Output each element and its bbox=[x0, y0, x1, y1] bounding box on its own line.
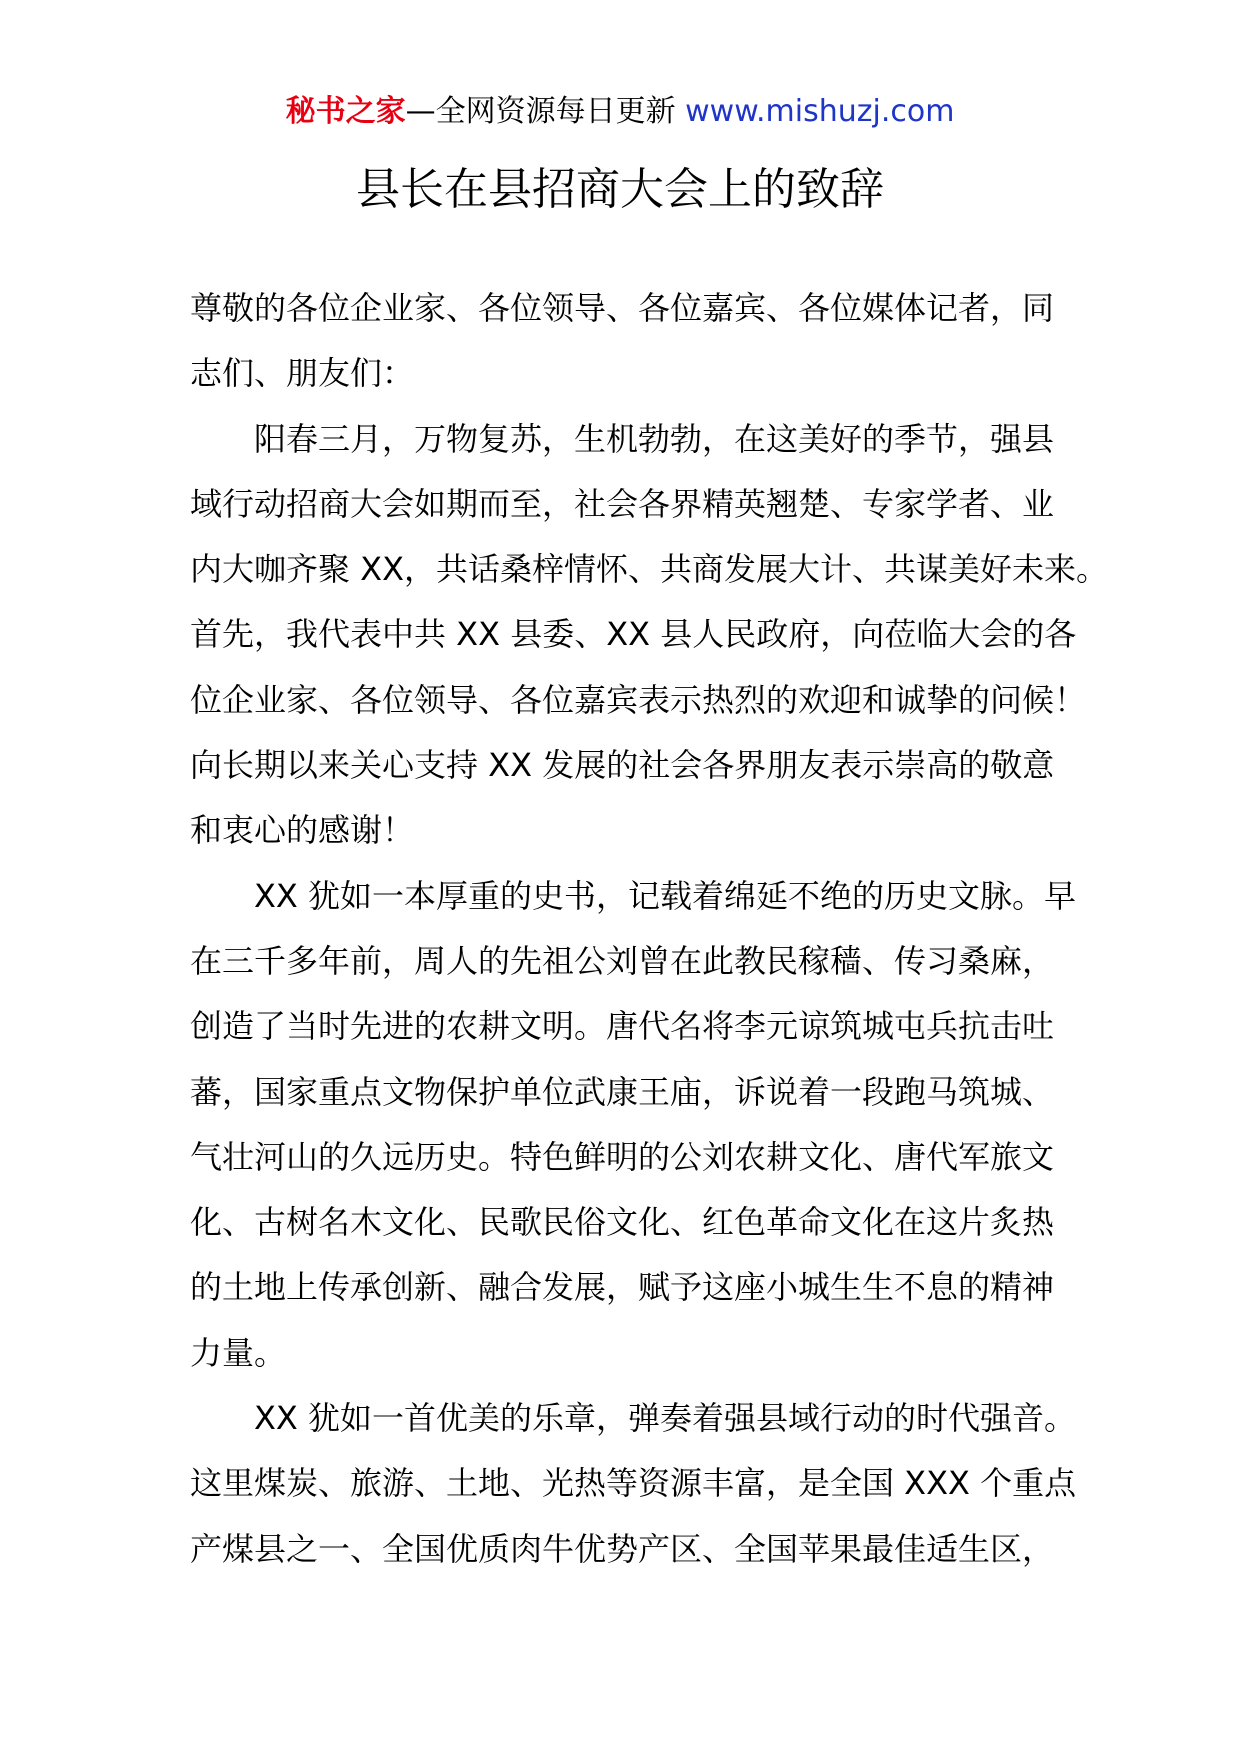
text-line: 位企业家、各位领导、各位嘉宾表示热烈的欢迎和诚挚的问候！ bbox=[190, 680, 1087, 719]
text-line: 阳春三月，万物复苏，生机勃勃，在这美好的季节，强县 bbox=[254, 419, 1055, 458]
text-line: 的土地上传承创新、融合发展，赋予这座小城生生不息的精神 bbox=[190, 1268, 1055, 1307]
header-slogan: —全网资源每日更新 bbox=[405, 94, 676, 129]
text-line: XX 犹如一首优美的乐章，弹奏着强县域行动的时代强音。 bbox=[254, 1399, 1077, 1438]
text-line: 和衷心的感谢！ bbox=[190, 811, 415, 850]
text-line: 内大咖齐聚 XX，共话桑梓情怀、共商发展大计、共谋美好未来。 bbox=[190, 550, 1109, 589]
text-line: 这里煤炭、旅游、土地、光热等资源丰富，是全国 XXX 个重点 bbox=[190, 1464, 1077, 1503]
text-line: 产煤县之一、全国优质肉牛优势产区、全国苹果最佳适生区， bbox=[190, 1529, 1055, 1568]
text-line: 尊敬的各位企业家、各位领导、各位嘉宾、各位媒体记者，同 bbox=[190, 289, 1055, 327]
text-line: 化、古树名木文化、民歌民俗文化、红色革命文化在这片炙热 bbox=[190, 1203, 1055, 1242]
text-line: 在三千多年前，周人的先祖公刘曾在此教民稼穑、传习桑麻， bbox=[190, 941, 1055, 980]
brand-name: 秘书之家 bbox=[285, 94, 406, 129]
document-title: 县长在县招商大会上的致辞 bbox=[356, 164, 884, 215]
text-line: 向长期以来关心支持 XX 发展的社会各界朋友表示崇高的敬意 bbox=[190, 746, 1055, 785]
text-line: 力量。 bbox=[190, 1333, 287, 1372]
text-line: 创造了当时先进的农耕文明。唐代名将李元谅筑城屯兵抗击吐 bbox=[190, 1007, 1055, 1046]
text-line: 蕃，国家重点文物保护单位武康王庙，诉说着一段跑马筑城、 bbox=[190, 1072, 1055, 1111]
site-header bbox=[0, 92, 1240, 132]
site-url[interactable]: www.mishuzj.com bbox=[685, 94, 955, 129]
text-line: XX 犹如一本厚重的史书，记载着绵延不绝的历史文脉。早 bbox=[254, 876, 1077, 915]
text-line: 首先，我代表中共 XX 县委、XX 县人民政府，向莅临大会的各 bbox=[190, 615, 1077, 654]
text-line: 志们、朋友们： bbox=[190, 354, 415, 393]
text-line: 气壮河山的久远历史。特色鲜明的公刘农耕文化、唐代军旅文 bbox=[190, 1137, 1055, 1176]
text-line: 域行动招商大会如期而至，社会各界精英翘楚、专家学者、业 bbox=[190, 484, 1055, 523]
document-body bbox=[190, 288, 1109, 1594]
